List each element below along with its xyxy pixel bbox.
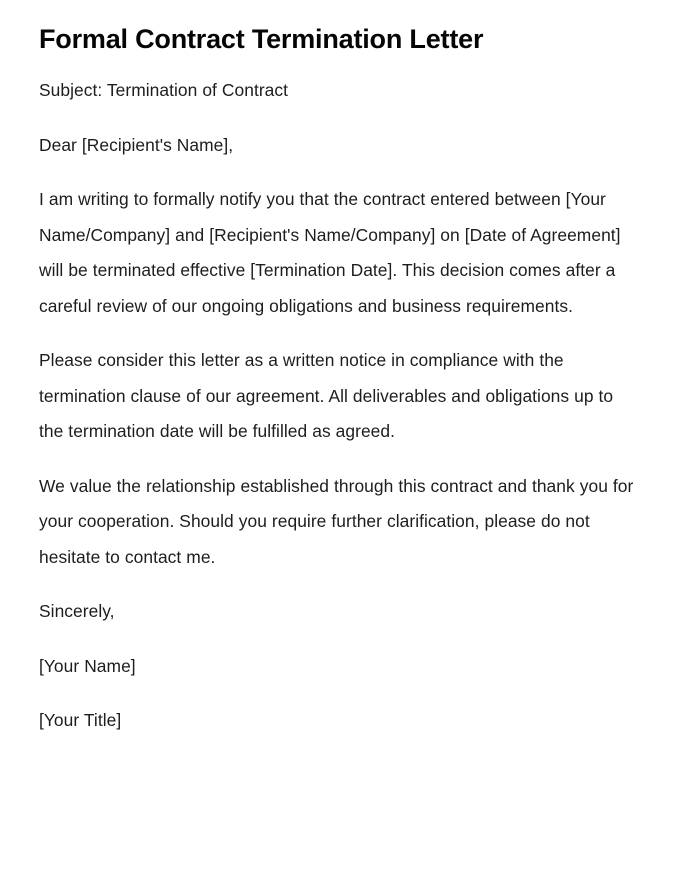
closing-paragraph: We value the relationship established through this contract and thank you for your cooperation. Should you require further clarification, please do not hesitate to contact me. <box>39 475 634 567</box>
paragraph-spacer <box>39 684 661 703</box>
compliance-paragraph: Please consider this letter as a written notice in compliance with the termination clause of our agreement. All deliverables and obligations up to the termination date will be fulfilled as agreed. <box>39 350 614 441</box>
paragraph-spacer <box>39 450 661 469</box>
paragraph-spacer <box>39 163 661 182</box>
paragraph-spacer <box>39 109 661 128</box>
letter-body <box>39 73 661 739</box>
signature-name: [Your Name] <box>39 655 136 676</box>
signature-title: [Your Title] <box>39 710 122 730</box>
paragraph-spacer <box>39 630 661 649</box>
title-spacer <box>39 56 661 73</box>
sign-off: Sincerely, <box>39 601 115 621</box>
notice-paragraph: I am writing to formally notify you that the contract entered between [Your Name/Company] and [Recipient's Name/Company] on [Date of Agreement] will be terminated effective [Termination Date]. This decision comes after a careful review of our ongoing obligations and business requirements. <box>39 189 621 316</box>
salutation: Dear [Recipient's Name], <box>39 134 234 155</box>
page-title: Formal Contract Termination Letter <box>39 24 484 54</box>
paragraph-spacer <box>39 575 661 594</box>
paragraph-spacer <box>39 324 661 343</box>
subject-line: Subject: Termination of Contract <box>39 80 289 100</box>
